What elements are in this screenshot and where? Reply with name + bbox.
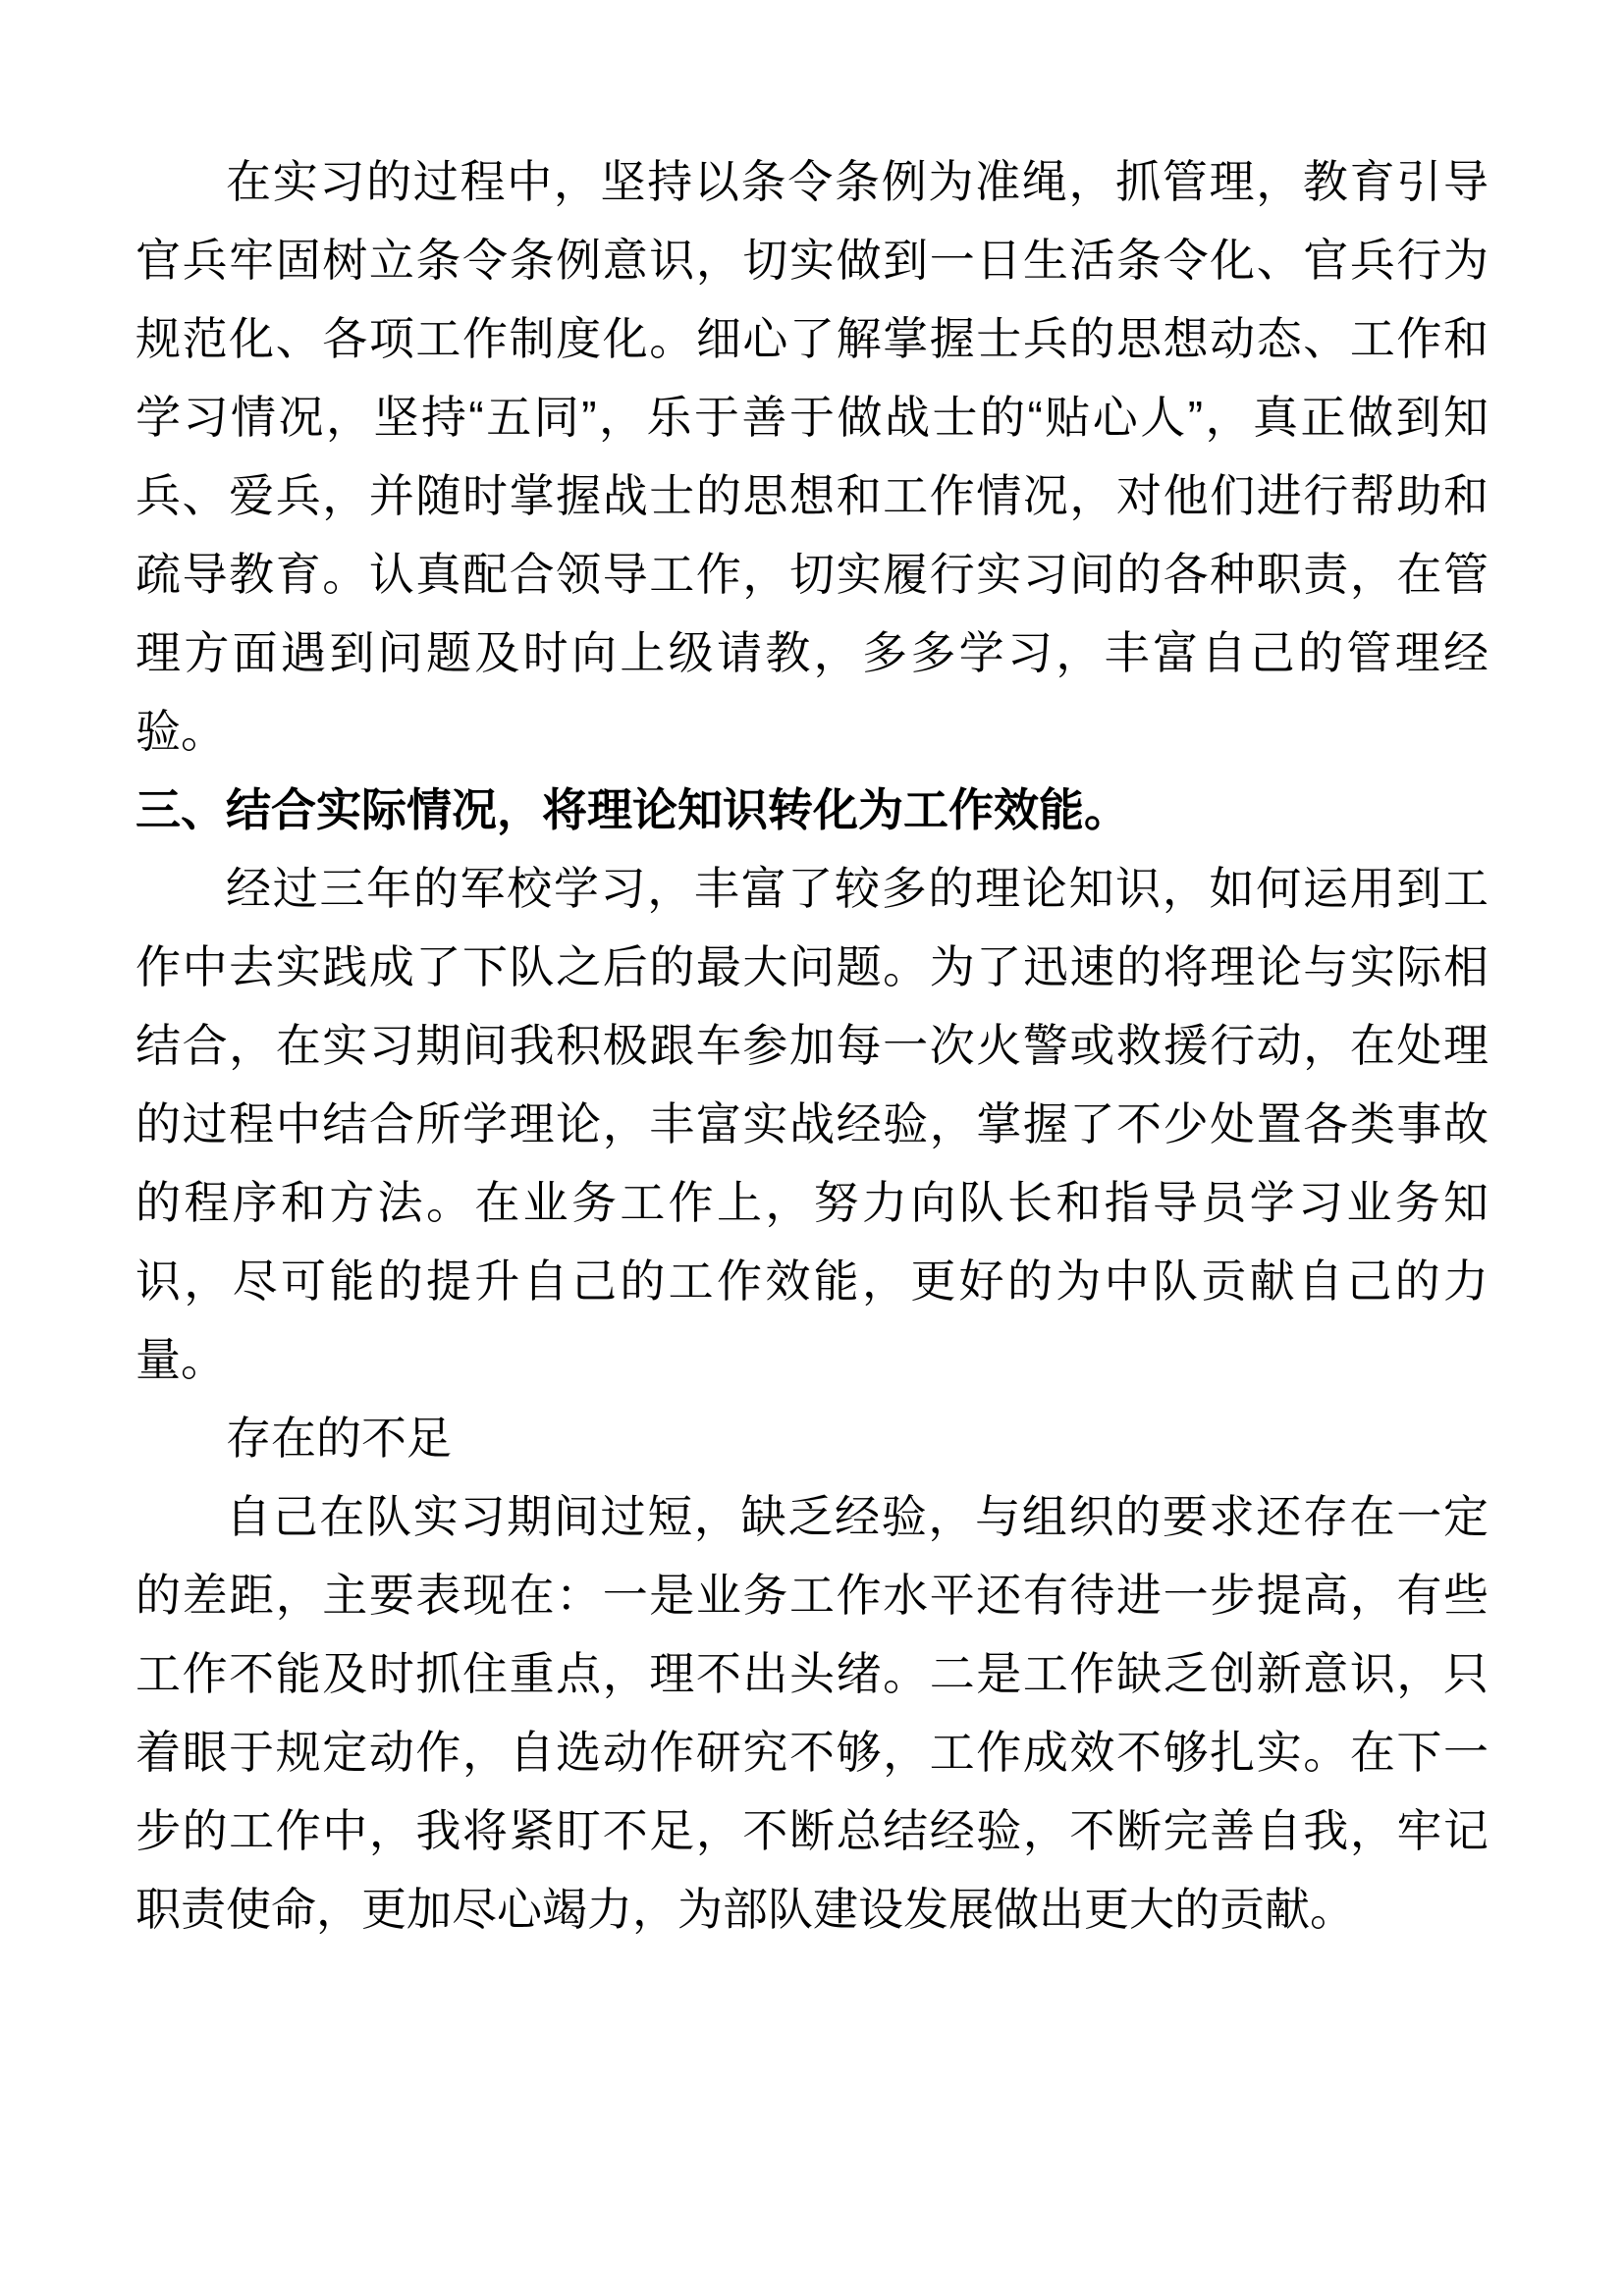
paragraph-theory-to-practice: 经过三年的军校学习，丰富了较多的理论知识，如何运用到工作中去实践成了下队之后的最大问题。为了迅速的将理论与实际相结合，在实习期间我积极跟车参加每一次火警或救援行动，在处理的过程中结合所学理论，丰富实战经验，掌握了不少处置各类事故的程序和方法。在业务工作上，努力向队长和指导员学习业务知识，尽可能的提升自己的工作效能，更好的为中队贡献自己的力量。	[135, 863, 1489, 1385]
section-heading-three: 三、结合实际情况，将理论知识转化为工作效能。	[135, 784, 1129, 835]
paragraph-shortcomings-detail: 自己在队实习期间过短，缺乏经验，与组织的要求还存在一定的差距，主要表现在：一是业务工作水平还有待进一步提高，有些工作不能及时抓住重点，理不出头绪。二是工作缺乏创新意识，只着眼于规定动作，自选动作研究不够，工作成效不够扎实。在下一步的工作中，我将紧盯不足，不断总结经验，不断完善自我，牢记职责使命，更加尽心竭力，为部队建设发展做出更大的贡献。	[135, 1491, 1489, 1935]
paragraph-practice-summary: 在实习的过程中，坚持以条令条例为准绳，抓管理，教育引导官兵牢固树立条令条例意识，切实做到一日生活条令化、官兵行为规范化、各项工作制度化。细心了解掌握士兵的思想动态、工作和学习情况，坚持“五同”，乐于善于做战士的“贴心人”，真正做到知兵、爱兵，并随时掌握战士的思想和工作情况，对他们进行帮助和疏导教育。认真配合领导工作，切实履行实习间的各种职责，在管理方面遇到问题及时向上级请教，多多学习，丰富自己的管理经验。	[135, 156, 1489, 757]
paragraph-shortcomings-label: 存在的不足	[226, 1413, 452, 1464]
